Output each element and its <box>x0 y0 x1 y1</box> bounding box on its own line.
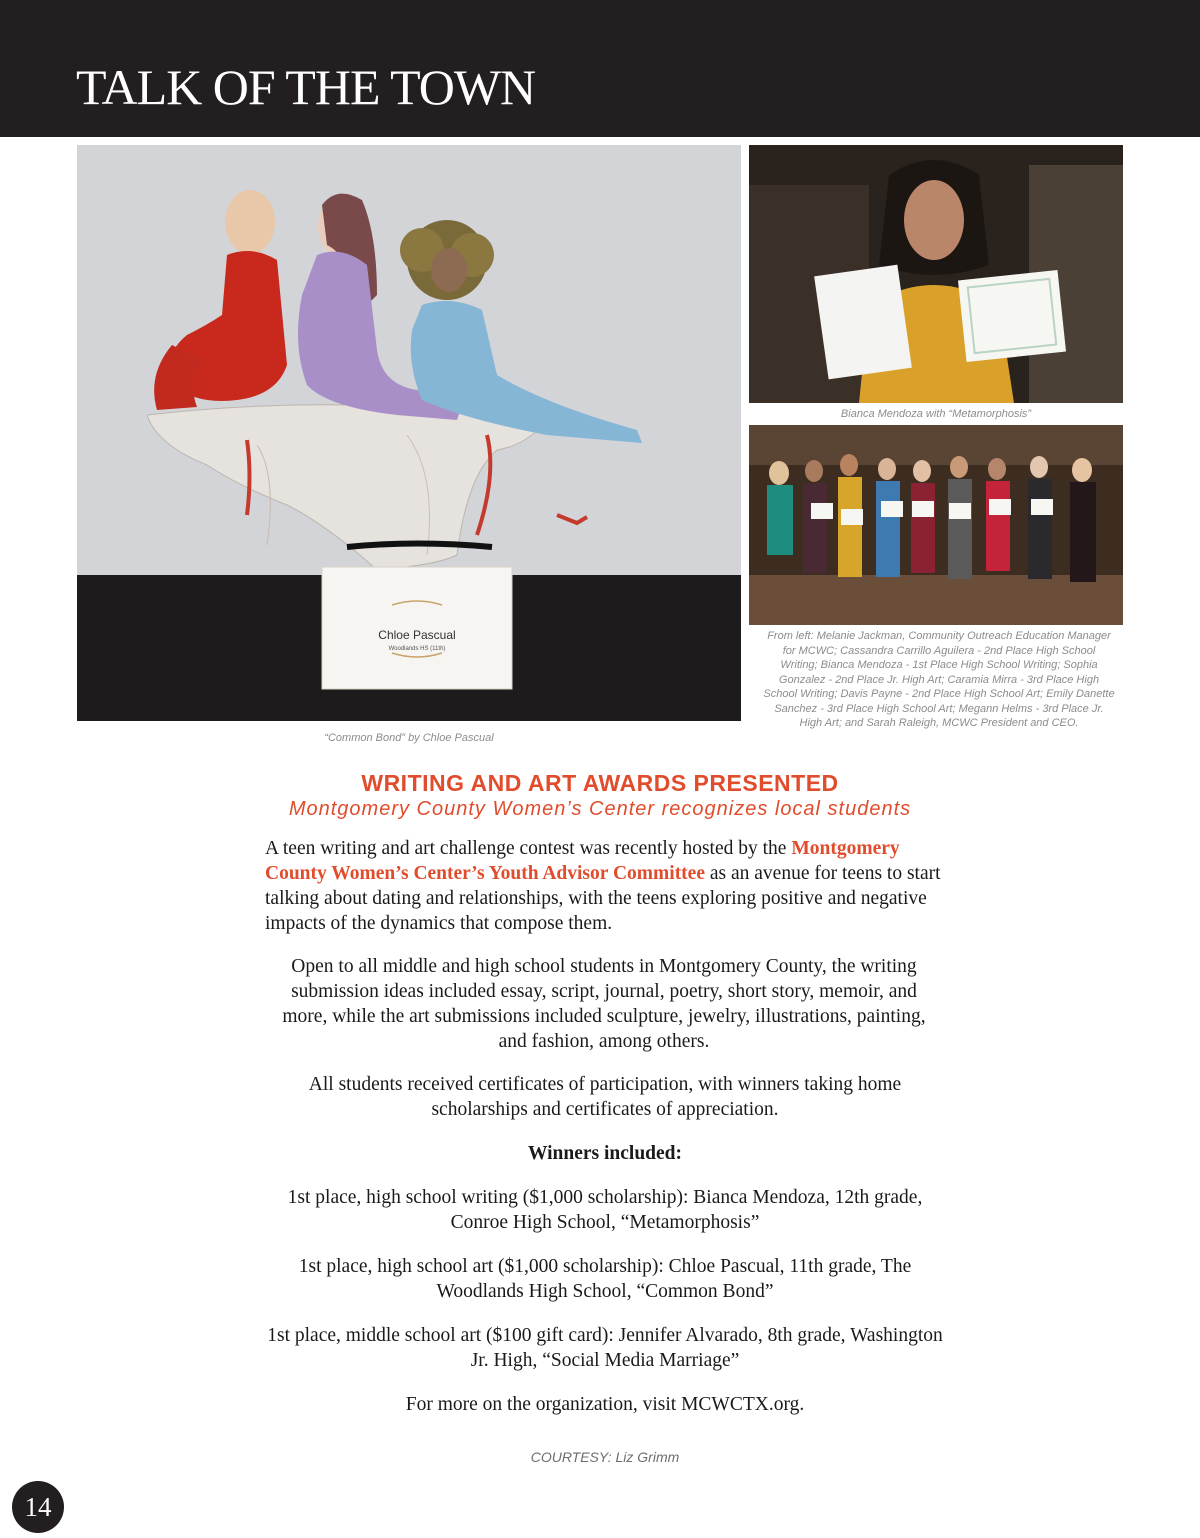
article-subhead: Montgomery County Women’s Center recognizes local students <box>288 798 912 820</box>
portrait-caption: Bianca Mendoza with “Metamorphosis” <box>840 408 1032 420</box>
org-name-link[interactable]: Montgomery County Women’s Center’s Youth Advisor Committee <box>265 838 900 884</box>
winner-item: 1st place, high school art ($1,000 scholarship): Chloe Pascual, 11th grade, The Woodlands High School, “Common Bond” <box>298 1256 912 1302</box>
group-caption: From left: Melanie Jackman, Community Outreach Education Manager for MCWC; Cassandra Carrillo Aguilera - 2nd Place High School Writing; Bianca Mendoza - 1st Place High School Writing; Sophia Gonzalez - 2nd Place Jr. High Art; Caramia Mirra - 3rd Place High School Writing; Davis Payne - 2nd Place High School Art; Emily Danette Sanchez - 3rd Place High School Art; Megann Helms - 3rd Place Jr. High Art; and Sarah Raleigh, MCWC President and CEO. <box>763 630 1115 729</box>
page-number: 14 <box>12 1481 64 1533</box>
article-headline: WRITING AND ART AWARDS PRESENTED <box>361 770 839 796</box>
artwork-caption: “Common Bond” by Chloe Pascual <box>324 732 494 744</box>
intro-text-start: A teen writing and art challenge contest was recently hosted by the <box>265 838 792 859</box>
portrait-photo <box>749 145 1123 403</box>
section-title: TALK OF THE TOWN <box>76 59 536 115</box>
winner-item: 1st place, middle school art ($100 gift card): Jennifer Alvarado, 8th grade, Washington Jr. High, “Social Media Marriage” <box>267 1325 943 1371</box>
placard-name: Chloe Pascual <box>378 628 456 642</box>
group-photo <box>749 425 1123 625</box>
winners-heading: Winners included: <box>527 1143 683 1164</box>
artwork-photo <box>77 145 741 721</box>
intro-text-end: as an avenue for teens to start talking about dating and relationships, with the teens exploring positive and negative impacts of the dynamics that compose them. <box>265 863 941 934</box>
photo-credit: COURTESY: Liz Grimm <box>530 1449 680 1465</box>
winner-item: 1st place, high school writing ($1,000 scholarship): Bianca Mendoza, 12th grade, Conroe High School, “Metamorphosis” <box>287 1187 923 1233</box>
placard-school: Woodlands HS (11th) <box>388 646 446 652</box>
closing-line: For more on the organization, visit MCWCTX.org. <box>405 1394 805 1415</box>
header-band <box>0 0 1200 137</box>
paragraph-eligibility: Open to all middle and high school students in Montgomery County, the writing submission ideas included essay, script, journal, poetry, short story, memoir, and more, while the art submissions included sculpture, jewelry, illustrations, painting, and fashion, among others. <box>282 956 926 1052</box>
paragraph-certificates: All students received certificates of participation, with winners taking home scholarships and certificates of appreciation. <box>308 1074 902 1120</box>
paragraph-intro <box>265 836 955 936</box>
